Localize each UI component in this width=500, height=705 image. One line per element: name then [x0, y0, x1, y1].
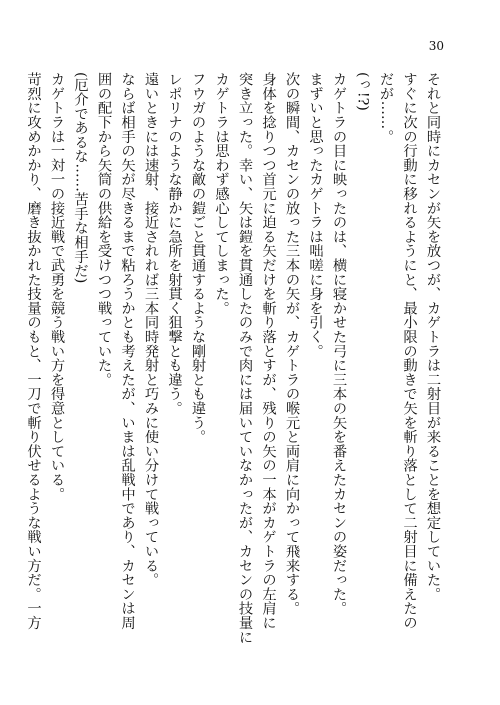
text-line: それと同時にカセンが矢を放つが、カゲトラは二射目が来ることを想定していた。	[425, 72, 441, 602]
text-line: カゲトラは一対一の接近戦で武勇を競う戦い方を得意としている。	[49, 72, 65, 501]
text-line: だが……。	[378, 72, 394, 144]
text-line: フウガのような敵の鎧ごと貫通するような剛射とも違う。	[190, 72, 206, 444]
text-line: 突き立った。幸い、矢は鎧を貫通したのみで肉には届いていなかったが、カセンの技量に	[237, 72, 253, 644]
text-line: すぐに次の行動に移れるようにと、最小限の動きで矢を斬り落として二射目に備えたの	[401, 72, 418, 630]
text-line: 次の瞬間、カセンの放った三本の矢が、カゲトラの喉元と両肩に向かって飛来する。	[284, 72, 300, 616]
vertical-text-body	[25, 72, 444, 672]
text-line: 遠いときには速射、接近されれば三本同時発射と巧みに使い分けて戦っている。	[143, 72, 159, 587]
text-line: (厄介であるな……苦手な相手だ)	[72, 72, 89, 284]
text-line: 囲の配下から矢筒の供給を受けつつ戦っていた。	[96, 72, 112, 387]
page-number: 30	[428, 39, 444, 53]
text-line: ならば相手の矢が尽きるまで粘ろうかとも考えたが、いまは乱戦中であり、カセンは周	[119, 72, 136, 630]
text-line: 身体を捻りつつ首元に迫る矢だけを斬り落とすが、残りの矢の一本がカゲトラの左肩に	[260, 72, 277, 630]
text-line: まずいと思ったカゲトラは咄嗟に身を引く。	[307, 72, 324, 358]
text-line: レポリナのような静かに急所を射貫く狙撃とも違う。	[166, 72, 183, 416]
text-line: カゲトラの目に映ったのは、横に寝かせた弓に三本の矢を番えたカセンの姿だった。	[331, 72, 347, 616]
text-line: カゲトラは思わず感心してしまった。	[213, 72, 230, 316]
text-line: 苛烈に攻めかかり、磨き抜かれた技量のもと、一刀で斬り伏せるような戦い方だ。一方	[25, 72, 42, 630]
text-line: (っ!?)	[354, 72, 371, 111]
